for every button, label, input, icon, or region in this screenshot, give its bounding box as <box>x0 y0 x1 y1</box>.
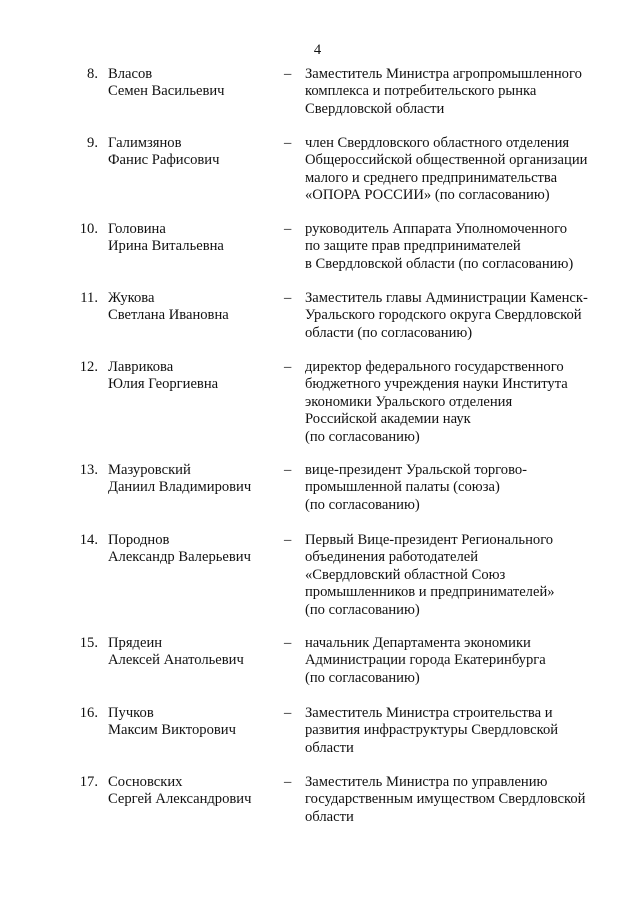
member-given-names: Фанис Рафисович <box>108 152 220 169</box>
member-position <box>305 705 605 757</box>
member-surname: Сосновских <box>108 774 183 790</box>
position-line: Заместитель главы Администрации Каменск- <box>305 290 588 306</box>
separator-dash: – <box>284 532 292 548</box>
member-number: 13. <box>79 462 98 478</box>
member-given-names: Даниил Владимирович <box>108 479 252 496</box>
member-name <box>108 290 278 325</box>
position-line: Уральского городского округа Свердловской <box>305 307 582 324</box>
member-given-names: Семен Васильевич <box>108 83 225 100</box>
member-name <box>108 532 278 567</box>
position-line: Первый Вице-президент Регионального <box>305 532 554 548</box>
position-line: (по согласованию) <box>305 601 420 618</box>
member-number: 10. <box>79 221 98 237</box>
position-line: государственным имуществом Свердловской <box>305 791 586 808</box>
position-line: директор федерального государственного <box>305 359 564 375</box>
separator-dash: – <box>284 774 292 790</box>
position-line: бюджетного учреждения науки Института <box>305 376 568 393</box>
position-line: по защите прав предпринимателей <box>305 238 521 255</box>
separator-dash: – <box>284 462 292 478</box>
member-given-names: Сергей Александрович <box>108 791 252 808</box>
member-number: 17. <box>79 774 98 790</box>
position-line: Заместитель Министра агропромышленного <box>305 66 582 82</box>
position-line: Заместитель Министра строительства и <box>305 705 553 721</box>
member-name <box>108 221 278 256</box>
position-line: промышленников и предпринимателей» <box>305 584 555 601</box>
member-position <box>305 135 605 205</box>
member-surname: Жукова <box>108 290 155 306</box>
member-surname: Породнов <box>108 532 170 548</box>
position-line: промышленной палаты (союза) <box>305 479 500 496</box>
member-given-names: Юлия Георгиевна <box>108 376 219 393</box>
position-line: руководитель Аппарата Уполномоченного <box>305 221 567 237</box>
position-line: объединения работодателей <box>305 549 479 566</box>
member-surname: Мазуровский <box>108 462 191 478</box>
member-surname: Галимзянов <box>108 135 182 151</box>
member-surname: Головина <box>108 221 166 237</box>
member-name <box>108 774 278 809</box>
position-line: начальник Департамента экономики <box>305 635 531 651</box>
member-number: 15. <box>79 635 98 651</box>
position-line: развития инфраструктуры Свердловской <box>305 722 559 739</box>
position-line: «Свердловский областной Союз <box>305 566 506 583</box>
member-number: 8. <box>87 66 98 82</box>
member-position <box>305 66 605 118</box>
member-name <box>108 705 278 740</box>
position-line: (по согласованию) <box>305 669 420 686</box>
position-line: Администрации города Екатеринбурга <box>305 652 546 669</box>
member-given-names: Светлана Ивановна <box>108 307 229 324</box>
member-name <box>108 635 278 670</box>
member-given-names: Алексей Анатольевич <box>108 652 244 669</box>
member-number: 16. <box>79 705 98 721</box>
member-position <box>305 635 605 687</box>
separator-dash: – <box>284 221 292 237</box>
position-line: в Свердловской области (по согласованию) <box>305 255 574 272</box>
position-line: области <box>305 739 354 756</box>
page-number: 4 <box>313 42 322 58</box>
member-position <box>305 462 605 514</box>
member-surname: Прядеин <box>108 635 163 651</box>
position-line: экономики Уральского отделения <box>305 393 513 410</box>
member-position <box>305 290 605 342</box>
position-line: малого и среднего предпринимательства <box>305 169 558 186</box>
member-name <box>108 359 278 394</box>
member-position <box>305 359 605 446</box>
member-number: 11. <box>80 290 98 306</box>
position-line: вице-президент Уральской торгово- <box>305 462 528 478</box>
position-line: «ОПОРА РОССИИ» (по согласованию) <box>305 187 550 204</box>
position-line: Российской академии наук <box>305 411 471 428</box>
position-line: член Свердловского областного отделения <box>305 135 570 151</box>
member-position <box>305 532 605 619</box>
separator-dash: – <box>284 359 292 375</box>
member-name <box>108 462 278 497</box>
position-line: комплекса и потребительского рынка <box>305 83 537 100</box>
member-surname: Пучков <box>108 705 154 721</box>
member-surname: Власов <box>108 66 153 82</box>
separator-dash: – <box>284 135 292 151</box>
position-line: (по согласованию) <box>305 428 420 445</box>
position-line: Свердловской области <box>305 100 445 117</box>
member-name <box>108 66 278 101</box>
position-line: (по согласованию) <box>305 496 420 513</box>
member-surname: Лаврикова <box>108 359 174 375</box>
separator-dash: – <box>284 635 292 651</box>
member-given-names: Максим Викторович <box>108 722 236 739</box>
separator-dash: – <box>284 66 292 82</box>
member-number: 9. <box>87 135 98 151</box>
member-number: 14. <box>79 532 98 548</box>
position-line: Заместитель Министра по управлению <box>305 774 548 790</box>
separator-dash: – <box>284 705 292 721</box>
member-position <box>305 221 605 273</box>
member-name <box>108 135 278 170</box>
member-position <box>305 774 605 826</box>
position-line: области (по согласованию) <box>305 324 473 341</box>
position-line: Общероссийской общественной организации <box>305 152 588 169</box>
member-given-names: Александр Валерьевич <box>108 549 251 566</box>
separator-dash: – <box>284 290 292 306</box>
member-number: 12. <box>79 359 98 375</box>
member-given-names: Ирина Витальевна <box>108 238 224 255</box>
position-line: области <box>305 808 354 825</box>
